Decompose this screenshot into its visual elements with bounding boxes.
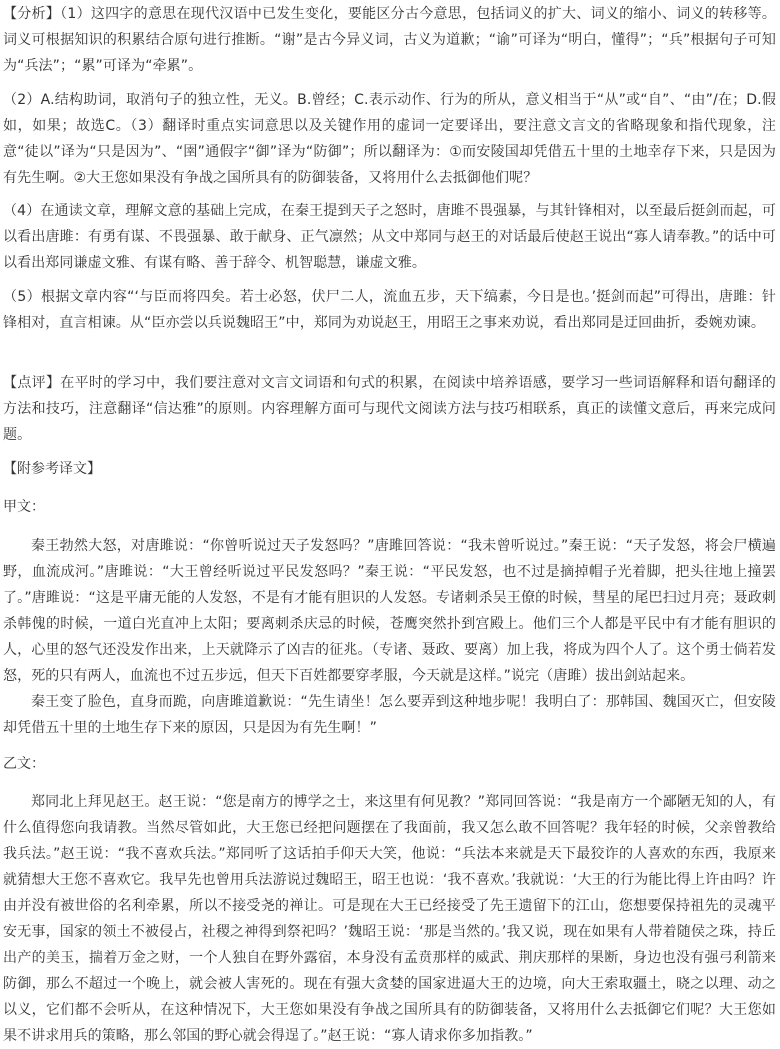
analysis-paragraph-4: （5）根据文章内容“‘与臣而将四矣。若士必怒，伏尸二人，流血五步，天下缟素，今日是也。’挺剑而起”可得出，唐雎：针锋相对，直言相谏。从“臣亦尝以兵说魏昭王”中，郑同为劝说赵王，用昭王之事来劝说，看出郑同是迂回曲折，委婉劝谏。	[3, 289, 776, 331]
analysis-paragraph-2: （2）A.结构助词，取消句子的独立性，无义。B.曾经；C.表示动作、行为的所从，意义相当于“从”或“自”、“由”/在；D.假如，如果；故选C。（3）翻译时重点实词意思以及关键作用的虚词一定要译出，要注意文言文的省略现象和指代现象，注意“徒以”译为“只是因为”、“圉”通假字“御”译为“防御”；所以翻译为：①而安陵国却凭借五十里的土地幸存下来，只是因为有先生啊。②大王您如果没有争战之国所具有的防御装备，又将用什么去抵御他们呢？	[3, 92, 776, 186]
text-b-label: 乙文：	[3, 756, 45, 772]
text-a-paragraph-1: 秦王勃然大怒，对唐雎说：“你曾听说过天子发怒吗？”唐雎回答说：“我未曾听说过。”秦王说：“天子发怒，将会尸横遍野，血流成河。”唐雎说：“大王曾经听说过平民发怒吗？”秦王说：“平民发怒，也不过是摘掉帽子光着脚，把头往地上撞罢了。”唐雎说：“这是平庸无能的人发怒，不是有才能有胆识的人发怒。专诸刺杀吴王僚的时候，彗星的尾巴扫过月亮；聂政刺杀韩傀的时候，一道白光直冲上太阳；要离刺杀庆忌的时候，苍鹰突然扑到宫殿上。他们三个人都是平民中有才能有胆识的人，心里的怒气还没发作出来，上天就降示了凶吉的征兆。（专诸、聂政、要离）加上我，将成为四个人了。这个勇士倘若发怒，死的只有两人，血流也不过五步远，但天下百姓都要穿孝服，今天就是这样。”说完（唐雎）拔出剑站起来。	[3, 538, 776, 684]
text-a-label: 甲文：	[3, 499, 45, 515]
reference-translation-heading: 【附参考译文】	[3, 461, 101, 477]
analysis-paragraph-1: 【分析】（1）这四字的意思在现代汉语中已发生变化，要能区分古今意思，包括词义的扩大、词义的缩小、词义的转移等。词义可根据知识的积累结合原句进行推断。“谢”是古今异义词，古义为道歉；“谕”可译为“明白，懂得”；“兵”根据句子可知为“兵法”；“累”可译为“牵累”。	[3, 6, 776, 74]
text-a-paragraph-2: 秦王变了脸色，直身而跪，向唐雎道歉说：“先生请坐！怎么要弄到这种地步呢！我明白了：那韩国、魏国灭亡，但安陵却凭借五十里的土地生存下来的原因，只是因为有先生啊！”	[3, 694, 776, 736]
text-b-paragraph-1: 郑同北上拜见赵王。赵王说：“您是南方的博学之士，来这里有何见教？”郑同回答说：“我是南方一个鄙陋无知的人，有什么值得您向我请教。当然尽管如此，大王您已经把问题摆在了我面前，我又怎么敢不回答呢？我年轻的时候，父亲曾教给我兵法。”赵王说：“我不喜欢兵法。”郑同听了这话拍手仰天大笑，他说：“兵法本来就是天下最狡诈的人喜欢的东西，我原来就猜想大王您不喜欢它。我早先也曾用兵法游说过魏昭王，昭王也说：‘我不喜欢。’我就说：‘大王的行为能比得上许由吗？许由并没有被世俗的名利牵累，所以不接受尧的禅让。可是现在大王已经接受了先王遗留下的江山，您想要保持祖先的灵魂平安无事，国家的领土不被侵占，社稷之神得到祭祀吗？’魏昭王说：‘那是当然的。’我又说，现在如果有人带着随侯之珠，持丘出产的美玉，揣着万金之财，一个人独自在野外露宿，本身没有孟贲那样的威武、荆庆那样的果断，身边也没有强弓利箭来防御，那么不超过一个晚上，就会被人害死的。现在有强大贪婪的国家进逼大王的边境，向大王索取疆土，晓之以理、动之以义，它们都不会听从，在这种情况下，大王您如果没有争战之国所具有的防御装备，又将用什么去抵御它们呢？大王您如果不讲求用兵的策略，那么邻国的野心就会得逞了。”赵王说：“寡人请求你多加指教。”	[3, 794, 776, 1044]
analysis-paragraph-3: （4）在通读文章，理解文意的基础上完成，在秦王提到天子之怒时，唐雎不畏强暴，与其针锋相对，以至最后挺剑而起，可以看出唐雎：有勇有谋、不畏强暴、敢于献身、正气凛然；从文中郑同与赵王的对话最后使赵王说出“寡人请奉教。”的话中可以看出郑同谦虚文雅、有谋有略、善于辞令、机智聪慧，谦虚文雅。	[3, 203, 776, 271]
comment-paragraph: 【点评】在平时的学习中，我们要注意对文言文词语和句式的积累，在阅读中培养语感，要学习一些词语解释和语句翻译的方法和技巧，注意翻译“信达雅”的原则。内容理解方面可与现代文阅读方法与技巧相联系，真正的读懂文意后，再来完成问题。	[3, 375, 776, 443]
